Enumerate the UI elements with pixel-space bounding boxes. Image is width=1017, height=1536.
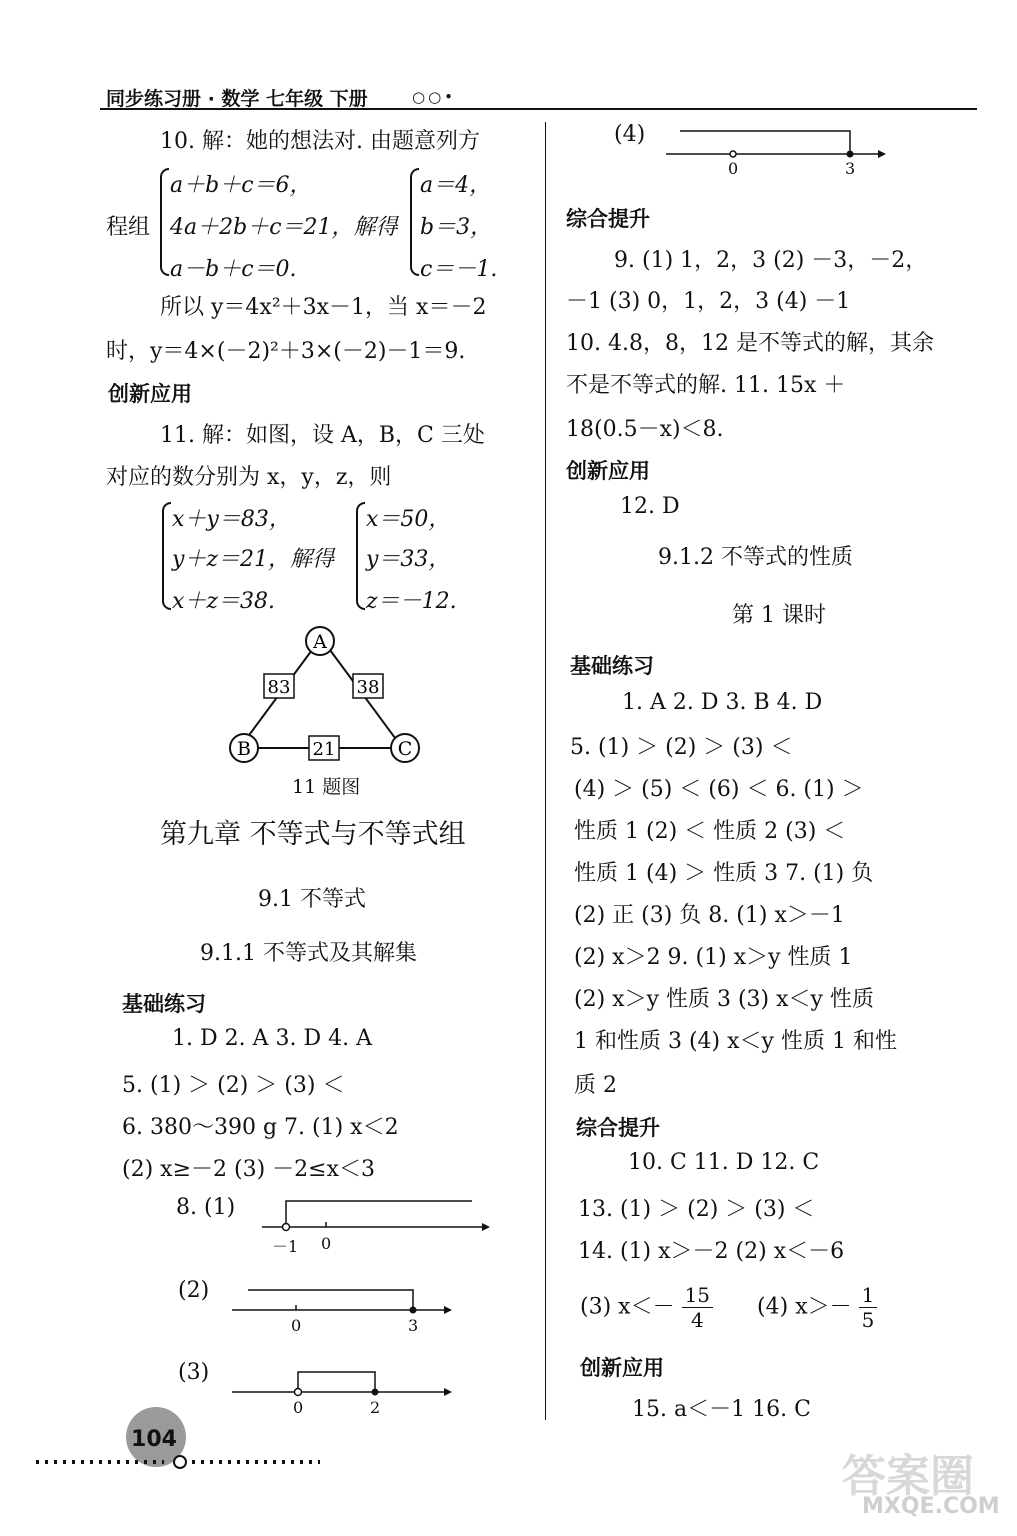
tick-label: －1 (272, 1237, 299, 1256)
q10-label: 程组 (106, 215, 151, 240)
q8-3-label: (3) (178, 1360, 210, 1385)
answer-line: 性质 1 (2) ＜ 性质 2 (3) ＜ (574, 819, 846, 844)
q11-eq-2: y＋z＝21，解得 (172, 547, 335, 572)
q10-eq-1: a＋b＋c＝6， (170, 173, 312, 198)
answer-line: 1. A 2. D 3. B 4. D (622, 690, 823, 715)
q11-eq-1: x＋y＝83， (172, 507, 291, 532)
q10-eq-3: a－b＋c＝0. (170, 257, 297, 282)
node-a-label: A (313, 631, 327, 653)
page-number: 104 (131, 1427, 177, 1452)
answer-line: 6. 380～390 g 7. (1) x＜2 (122, 1115, 399, 1140)
answer-line: (2) x＞y 性质 3 (3) x＜y 性质 (574, 987, 874, 1012)
q8-4-label: (4) (614, 122, 646, 147)
diagram-caption: 11 题图 (292, 776, 361, 798)
q8-label: 8. (1) (176, 1195, 236, 1220)
fraction-15-4: $\frac{15}{4}$ (682, 1283, 713, 1332)
q11-sol-1: x＝50， (366, 507, 451, 532)
q14-p4: (4) x＞－ (757, 1294, 852, 1320)
lesson-title: 第 1 课时 (732, 603, 826, 628)
section-heading-comprehensive: 综合提升 (576, 1116, 660, 1140)
q11-intro: 11. 解：如图，设 A，B，C 三处 (160, 423, 485, 448)
answer-line: 性质 1 (4) ＞ 性质 3 7. (1) 负 (574, 861, 874, 886)
q10-sol-3: c＝－1. (420, 257, 498, 282)
tick-label: 0 (291, 1316, 302, 1335)
section-heading-basic: 基础练习 (570, 654, 654, 678)
answer-line: 13. (1) ＞ (2) ＞ (3) ＜ (578, 1197, 815, 1222)
header-circles-icon: ○○• (412, 88, 457, 106)
node-c-label: C (397, 738, 413, 760)
answer-line: (4) ＞ (5) ＜ (6) ＜ 6. (1) ＞ (574, 777, 864, 802)
answer-line: 1 和性质 3 (4) x＜y 性质 1 和性 (574, 1029, 897, 1054)
section-heading-innovation: 创新应用 (108, 382, 192, 406)
fraction-1-5: $\frac{1}{5}$ (859, 1283, 878, 1332)
answer-line: 10. 4.8，8，12 是不等式的解，其余 (566, 331, 934, 356)
answer-line: 不是不等式的解. 11. 15x ＋ (566, 373, 846, 398)
section-9-1-2: 9.1.2 不等式的性质 (658, 545, 853, 570)
q14-p3: (3) x＜－ (580, 1294, 675, 1320)
q10-intro: 10. 解：她的想法对. 由题意列方 (160, 129, 480, 154)
q11-eq-3: x＋z＝38. (172, 589, 275, 614)
answer-line: (2) 正 (3) 负 8. (1) x＞－1 (574, 903, 845, 928)
section-heading-comprehensive: 综合提升 (566, 207, 650, 231)
watermark-url: MXQE.COM (862, 1494, 1000, 1519)
q11-sol-3: z＝－12. (366, 589, 457, 614)
q11-sol-2: y＝33， (366, 547, 451, 572)
answer-line: (2) x＞2 9. (1) x＞y 性质 1 (574, 945, 853, 970)
tick-label: 2 (370, 1398, 381, 1417)
tick-label: 0 (728, 159, 739, 178)
q8-2-label: (2) (178, 1278, 210, 1303)
box-bc-value: 21 (312, 739, 336, 760)
answer-line: 质 2 (574, 1073, 617, 1098)
tick-label: 3 (845, 159, 856, 178)
tick-label: 0 (321, 1234, 332, 1253)
tick-label: 3 (408, 1316, 419, 1335)
q11-line-2: 对应的数分别为 x，y，z，则 (106, 465, 392, 490)
section-heading-innovation: 创新应用 (580, 1356, 664, 1380)
section-heading-innovation: 创新应用 (566, 459, 650, 483)
answer-line: 9. (1) 1，2，3 (2) －3，－2， (614, 248, 928, 273)
running-header: 同步练习册 · 数学 七年级 下册 (106, 88, 368, 110)
q10-sol-2: b＝3， (420, 215, 493, 240)
watermark-logo: 答案圈 (842, 1451, 974, 1502)
q10-sol-1: a＝4， (420, 173, 492, 198)
answer-line: 10. C 11. D 12. C (628, 1150, 820, 1175)
answer-line: (2) x≥－2 (3) －2≤x＜3 (122, 1157, 375, 1182)
answer-line: －1 (3) 0，1，2，3 (4) －1 (566, 289, 851, 314)
section-9-1: 9.1 不等式 (258, 887, 366, 912)
answer-line: 15. a＜－1 16. C (632, 1397, 811, 1422)
answer-line: 5. (1) ＞ (2) ＞ (3) ＜ (122, 1073, 345, 1098)
q10-line-2: 时，y＝4×(－2)²＋3×(－2)－1＝9. (106, 339, 466, 364)
tick-label: 0 (293, 1398, 304, 1417)
section-heading-basic: 基础练习 (122, 992, 206, 1016)
answer-line: 14. (1) x＞－2 (2) x＜－6 (578, 1239, 845, 1264)
answer-line: 1. D 2. A 3. D 4. A (172, 1026, 372, 1051)
answer-line: 5. (1) ＞ (2) ＞ (3) ＜ (570, 735, 793, 760)
q10-eq-2: 4a＋2b＋c＝21，解得 (170, 215, 398, 240)
q10-line-1: 所以 y＝4x²＋3x－1，当 x＝－2 (160, 295, 487, 320)
node-b-label: B (237, 738, 251, 760)
section-9-1-1: 9.1.1 不等式及其解集 (200, 941, 417, 966)
chapter-title: 第九章 不等式与不等式组 (160, 819, 466, 850)
answer-line: 18(0.5－x)＜8. (566, 417, 724, 442)
answer-line: 12. D (620, 494, 680, 519)
box-ac-value: 38 (356, 677, 380, 698)
box-ab-value: 83 (267, 677, 291, 698)
